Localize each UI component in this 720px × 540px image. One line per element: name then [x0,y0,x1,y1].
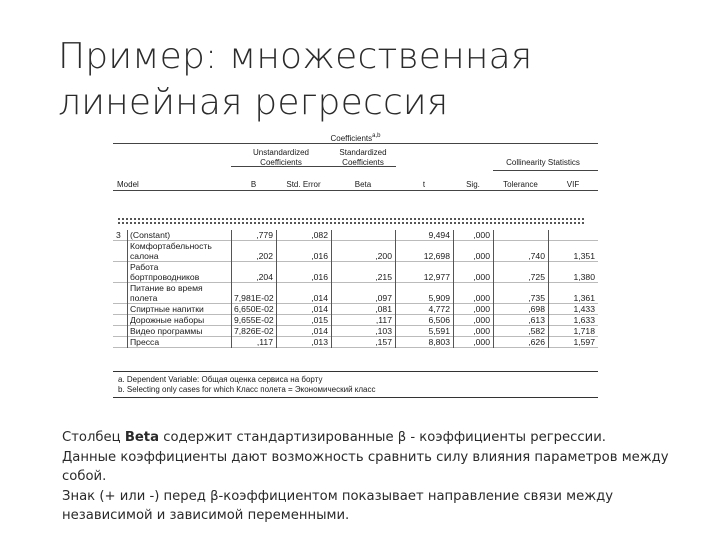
cell-se: ,015 [276,315,331,326]
cell-t: 8,803 [395,337,453,348]
table-row [113,283,598,304]
row-label [127,230,231,241]
cell-beta: ,215 [331,262,395,283]
row-label [127,304,231,315]
cell-beta: ,200 [331,241,395,262]
cell-model [113,241,127,262]
cell-sig: ,000 [453,304,493,315]
column-rule [127,230,128,348]
caption-superscript: a,b [372,133,381,139]
cell-se: ,013 [276,337,331,348]
footnote-a: a. Dependent Variable: Общая оценка сервиса на борту [118,375,323,384]
row-label-line: Комфортабельность [130,241,212,251]
table-row [113,326,598,337]
header-rule-top [113,143,598,144]
cell-beta: ,157 [331,337,395,348]
cell-vif: 1,380 [548,262,598,283]
cell-vif: 1,351 [548,241,598,262]
header-std-line1: Standardized [339,148,387,157]
cell-tol: ,698 [493,304,548,315]
column-rule [395,230,396,348]
slide-description [62,428,702,526]
cell-t: 5,591 [395,326,453,337]
row-label [127,337,231,348]
footnote-b: b. Selecting only cases for which Класс полета = Экономический класс [118,385,376,394]
header-standardized [331,148,395,168]
slide-title [58,34,698,126]
row-label [127,241,231,262]
col-vif: VIF [566,180,580,189]
cell-b: ,117 [231,337,276,348]
row-label [127,315,231,326]
header-collinearity: Collinearity Statistics [506,158,580,167]
cell-model [113,326,127,337]
cell-vif: 1,633 [548,315,598,326]
cell-t: 9,494 [395,230,453,241]
header-rule-bottom [113,190,598,191]
cell-sig: ,000 [453,337,493,348]
cell-t: 5,909 [395,283,453,304]
cell-tol: ,740 [493,241,548,262]
col-std-error: Std. Error [286,180,321,189]
row-label-line: Спиртные напитки [130,304,204,314]
omitted-rows-separator-2 [118,220,584,224]
cell-t: 12,977 [395,262,453,283]
cell-model [113,304,127,315]
column-rule [453,230,454,348]
cell-t: 4,772 [395,304,453,315]
row-label-line: полета [130,293,158,303]
cell-vif: 1,433 [548,304,598,315]
col-sig: Sig. [466,180,480,189]
cell-se: ,016 [276,262,331,283]
cell-vif: 1,718 [548,326,598,337]
cell-tol [493,230,548,241]
table-row [113,230,598,241]
cell-t: 6,506 [395,315,453,326]
cell-se: ,014 [276,283,331,304]
row-label [127,283,231,304]
cell-b: ,779 [231,230,276,241]
cell-beta: ,103 [331,326,395,337]
row-label-line: салона [130,251,159,261]
column-rule [276,230,277,348]
cell-beta: ,097 [331,283,395,304]
cell-b: 6,650E-02 [231,304,276,315]
cell-vif [548,230,598,241]
description-line-2: Данные коэффициенты дают возможность сравнить силу влияния параметров между собой. [62,449,669,484]
cell-t: 12,698 [395,241,453,262]
col-b: B [250,180,257,189]
description-line-1-pre: Столбец [62,430,125,445]
table-row [113,262,598,283]
cell-beta [331,230,395,241]
title-line-2: линейная регрессия [58,82,449,123]
col-beta: Beta [354,180,372,189]
cell-sig: ,000 [453,230,493,241]
row-label-line: Пресса [130,337,160,347]
cell-se: ,082 [276,230,331,241]
description-line-3: Знак (+ или -) перед β-коэффициентом показывает направление связи между независимой и зависимой переменными. [62,488,614,523]
cell-b: ,204 [231,262,276,283]
cell-vif: 1,361 [548,283,598,304]
header-rule-mid-left [231,166,396,167]
row-label-line: Питание во время [130,283,203,293]
cell-vif: 1,597 [548,337,598,348]
cell-model [113,337,127,348]
row-label-line: Дорожные наборы [130,315,205,325]
cell-se: ,014 [276,326,331,337]
cell-b: 7,981E-02 [231,283,276,304]
cell-se: ,014 [276,304,331,315]
coefficients-body [113,230,598,348]
cell-tol: ,735 [493,283,548,304]
cell-sig: ,000 [453,241,493,262]
cell-tol: ,725 [493,262,548,283]
footnote-rule-bottom [113,397,598,398]
caption-text: Coefficients [330,133,373,143]
cell-b: 7,826E-02 [231,326,276,337]
footnote-rule [113,371,598,372]
cell-sig: ,000 [453,315,493,326]
header-std-line2: Coefficients [342,158,384,167]
header-unstandardized [231,148,331,168]
cell-model [113,262,127,283]
omitted-rows-separator [118,206,584,220]
spss-coefficients-table [113,132,598,402]
cell-model [113,315,127,326]
cell-model [113,283,127,304]
cell-beta: ,081 [331,304,395,315]
cell-sig: ,000 [453,326,493,337]
header-rule-mid-right [493,170,598,171]
cell-beta: ,117 [331,315,395,326]
description-line-1 [62,428,702,448]
row-label-line: (Constant) [130,230,171,240]
cell-tol: ,613 [493,315,548,326]
cell-tol: ,582 [493,326,548,337]
cell-tol: ,626 [493,337,548,348]
table-caption [113,133,598,143]
cell-sig: ,000 [453,283,493,304]
column-rule [548,230,549,348]
row-label-line: бортпроводников [130,272,200,282]
description-line-1-bold: Beta [124,430,160,445]
description-line-1-post: содержит стандартизированные β - коэффициенты регрессии. [159,430,606,445]
row-label-line: Видео программы [130,326,203,336]
header-unstd-line1: Unstandardized [252,148,310,157]
row-label [127,262,231,283]
table-row [113,315,598,326]
cell-model: 3 [113,230,127,241]
title-line-1: Пример: множественная [58,36,533,77]
col-tolerance: Tolerance [503,180,538,189]
column-rule [331,230,332,348]
cell-b: ,202 [231,241,276,262]
cell-sig: ,000 [453,262,493,283]
row-label [127,326,231,337]
row-label-line: Работа [130,262,159,272]
col-model: Model [117,180,139,189]
table-row [113,337,598,348]
col-t: t [422,180,426,189]
header-unstd-line2: Coefficients [260,158,302,167]
table-row [113,241,598,262]
column-rule [231,230,232,348]
column-rule [493,230,494,348]
table-row [113,304,598,315]
cell-b: 9,655E-02 [231,315,276,326]
cell-se: ,016 [276,241,331,262]
